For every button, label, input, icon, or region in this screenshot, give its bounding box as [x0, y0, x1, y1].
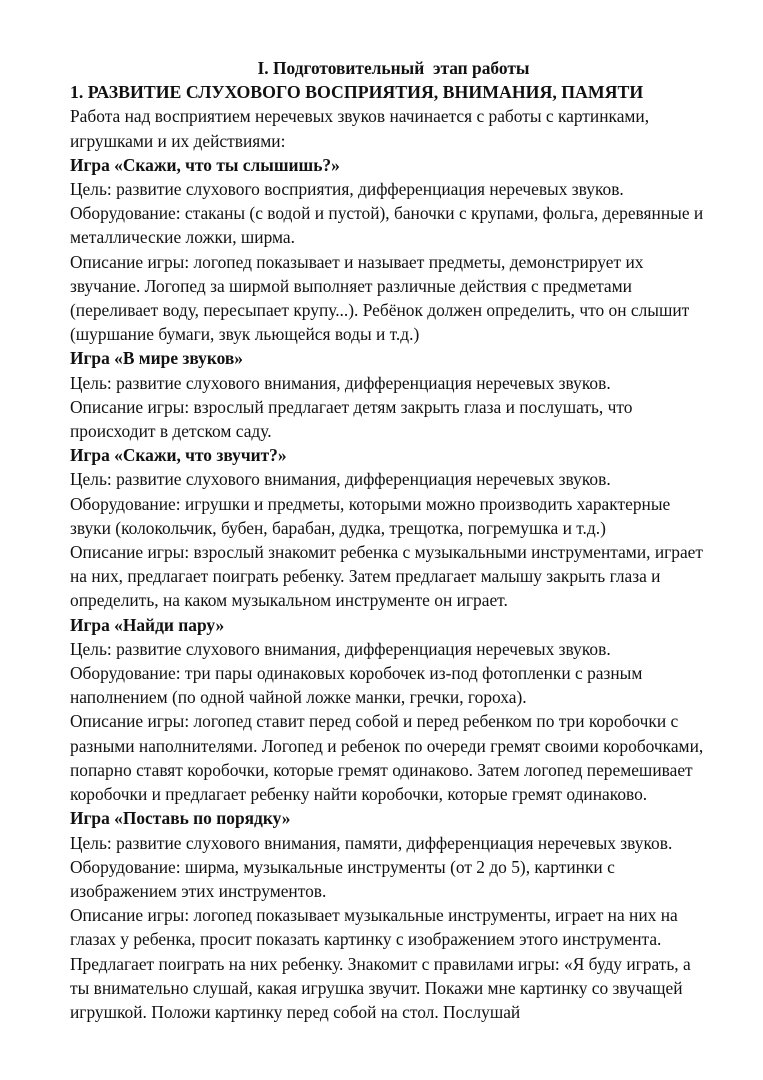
game-goal: Цель: развитие слухового внимания, дифференциация неречевых звуков. — [70, 638, 611, 659]
section-title: 1. РАЗВИТИЕ СЛУХОВОГО ВОСПРИЯТИЯ, ВНИМАНИЯ, ПАМЯТИ — [70, 82, 644, 103]
game-description: Описание игры: логопед показывает музыкальные инструменты, играет на них на глазах у ребенка, просит показать картинку с изображением этого инструмента. Предлагает поиграть на них ребенку. Знакомит с правилами игры: «Я буду играть, а ты внимательно слушай, какая игрушка звучит. Покажи мне картинку со звучащей игрушкой. Положи картинку перед собой на стол. Послушай — [70, 905, 691, 1022]
game-title: Игра «В мире звуков» — [70, 348, 244, 369]
game-goal: Цель: развитие слухового внимания, памяти, дифференциация неречевых звуков. — [70, 832, 673, 853]
game-goal: Цель: развитие слухового восприятия, дифференциация неречевых звуков. — [70, 179, 624, 200]
stage-title: I. Подготовительный этап работы — [257, 58, 530, 78]
game-title: Игра «Найди пару» — [70, 614, 225, 635]
game-equipment: Оборудование: ширма, музыкальные инструменты (от 2 до 5), картинки с изображением этих инструментов. — [70, 856, 615, 901]
game-equipment: Оборудование: три пары одинаковых коробочек из-под фотопленки с разным наполнением (по одной чайной ложке манки, гречки, гороха). — [70, 663, 643, 708]
game-title: Игра «Скажи, что ты слышишь?» — [70, 154, 340, 175]
game-description: Описание игры: взрослый предлагает детям закрыть глаза и послушать, что происходит в детском саду. — [70, 396, 633, 442]
game-goal: Цель: развитие слухового внимания, дифференциация неречевых звуков. — [70, 469, 611, 490]
game-title: Игра «Скажи, что звучит?» — [70, 445, 287, 466]
game-title: Игра «Поставь по порядку» — [70, 808, 291, 829]
game-equipment: Оборудование: стаканы (с водой и пустой), баночки с крупами, фольга, деревянные и металлические ложки, ширма. — [70, 203, 704, 248]
game-equipment: Оборудование: игрушки и предметы, которыми можно производить характерные звуки (колокольчик, бубен, барабан, дудка, трещотка, погремушка и т.д.) — [70, 493, 671, 538]
game-goal: Цель: развитие слухового внимания, дифференциация неречевых звуков. — [70, 372, 611, 393]
intro-paragraph: Работа над восприятием неречевых звуков начинается с работы с картинками, игрушками и их действиями: — [70, 106, 650, 151]
game-description: Описание игры: логопед ставит перед собой и перед ребенком по три коробочки с разными наполнителями. Логопед и ребенок по очереди гремят своими коробочками, попарно ставят коробочки, которые гремят одинаково. Затем логопед перемешивает коробочки и предлагает ребенку найти коробочки, которые гремят одинаково. — [70, 711, 704, 805]
game-description: Описание игры: логопед показывает и называет предметы, демонстрирует их звучание. Логопед за ширмой выполняет различные действия с предметами (переливает воду, пересыпает крупу...). Ребёнок должен определить, что он слышит (шуршание бумаги, звук льющейся воды и т.д.) — [70, 251, 690, 345]
game-description: Описание игры: взрослый знакомит ребенка с музыкальными инструментами, играет на них, предлагает поиграть ребенку. Затем предлагает малышу закрыть глаза и определить, на каком музыкальном инструменте он играет. — [70, 542, 703, 611]
